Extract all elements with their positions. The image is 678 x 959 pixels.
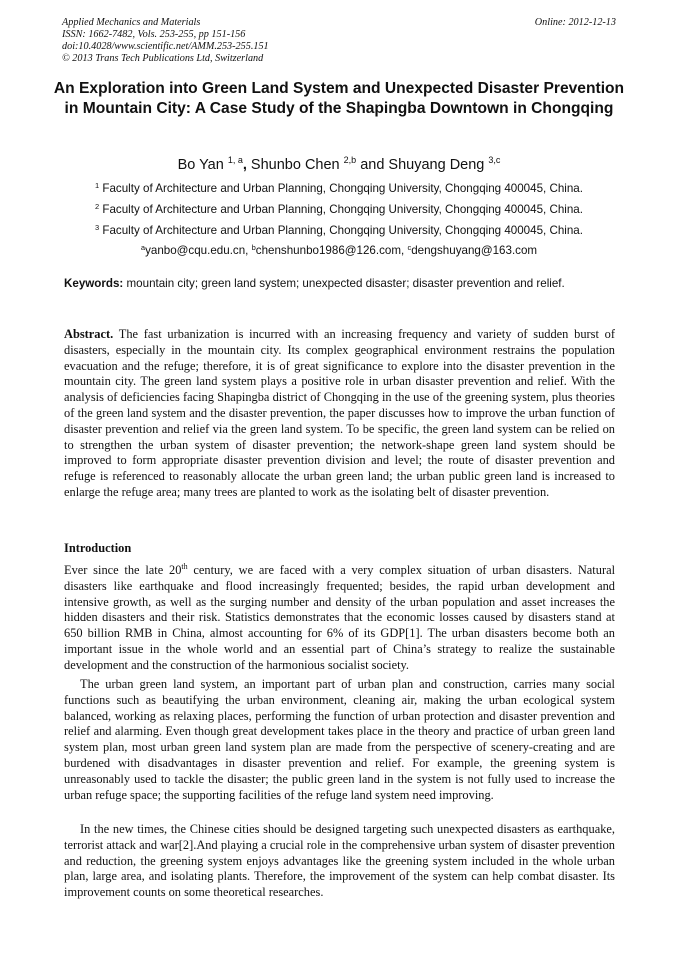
author-affiliation-mark: 2,b [343, 155, 357, 165]
journal-issn: ISSN: 1662-7482, Vols. 253-255, pp 151-156 [62, 29, 246, 40]
affiliation-3 [48, 221, 630, 238]
author-list [48, 151, 630, 174]
intro-p1-superscript: th [181, 562, 188, 571]
keywords-text: mountain city; green land system; unexpected disaster; disaster prevention and relief. [126, 277, 565, 290]
email-mark: a [140, 243, 146, 252]
paper-title: An Exploration into Green Land System and Unexpected Disaster Prevention in Mountain City: A Case Study of the Shapingba Downtown in Chongqing [53, 80, 625, 117]
journal-name: Applied Mechanics and Materials [62, 17, 201, 28]
intro-p1-rest: century, we are faced with a very complex situation of urban disasters. Natural disasters like earthquake and flood increasingly frequented; besides, the rapid urban development and intensive growth, as well as the surging number and density of the urban population and asset increases the hidden disasters and their risk. Statistics demonstrates that the economic losses caused by disasters stand at 650 billion RMB in China, almost accounting for 6% of its GDP[1]. The urban disasters become both an important issue in the whole world and an essential part of China’s strategy to realize the sustainable development and the construction of the harmonious socialist society. [64, 563, 616, 672]
email-address[interactable]: dengshuyang@163.com [411, 244, 538, 257]
email-list [48, 241, 630, 258]
email-mark: b [251, 243, 256, 252]
intro-paragraph-1 [64, 563, 615, 674]
author-name: Bo Yan [177, 157, 224, 173]
author-name: Shuyang Deng [388, 157, 485, 173]
email-address[interactable]: chenshunbo1986@126.com, [255, 244, 405, 257]
author-affiliation-mark: 1, a [227, 155, 243, 165]
abstract-label: Abstract. [64, 327, 114, 341]
journal-doi[interactable]: doi:10.4028/www.scientific.net/AMM.253-255.151 [62, 41, 269, 52]
author-separator: and [360, 157, 385, 173]
email-mark: c [407, 243, 412, 252]
keywords [64, 277, 624, 291]
author-affiliation-mark: 3,c [488, 155, 501, 165]
affiliation-text: Faculty of Architecture and Urban Planning, Chongqing University, Chongqing 400045, China. [102, 182, 583, 195]
abstract-text: The fast urbanization is incurred with an increasing frequency and variety of sudden burst of disasters, especially in the mountain city. Its complex geographical environment restrains the population evacuation and the refuge; therefore, it is of great significance to explore into the disaster prevention in the mountain city. The green land system plays a positive role in urban disaster prevention and relief. With the analysis of deficiencies facing Shapingba district of Chongqing in the use of the greening system, plus theories of the green land system and the disaster prevention, the paper discusses how to improve the urban function of disaster prevention and relief via the green land system. To be specific, the green land system can be relied on to strengthen the urban system of disaster prevention; the network-shape green land system should be improved to form appropriate disaster prevention division and level; the route of disaster prevention and refuge is referenced to reasonably allocate the urban green land; the urban public green land is increased to enlarge the refuge area; many trees are planted to work as the isolating belt of disaster prevention. [64, 327, 615, 499]
intro-paragraph-3: In the new times, the Chinese cities should be designed targeting such unexpected disasters as earthquake, terrorist attack and war[2].And playing a crucial role in the comprehensive urban system of disaster prevention and reduction, the greening system enjoys advantages like the greening system included in the whole urban plan, large area, and isolating plants. Therefore, the improvement of the system can help combat disaster. Its improvement counts on some theoretical researches. [64, 822, 615, 900]
affiliation-number: 2 [95, 202, 100, 211]
journal-copyright: © 2013 Trans Tech Publications Ltd, Switzerland [62, 53, 264, 64]
abstract [64, 327, 615, 501]
affiliation-1 [48, 179, 630, 196]
online-date: Online: 2012-12-13 [534, 17, 616, 28]
affiliation-number: 3 [95, 223, 100, 232]
affiliation-text: Faculty of Architecture and Urban Planning, Chongqing University, Chongqing 400045, China. [102, 224, 583, 237]
intro-p1-start: Ever since the late 20 [64, 563, 182, 577]
keywords-label: Keywords: [64, 277, 124, 290]
section-heading-introduction: Introduction [64, 541, 132, 555]
email-address[interactable]: yanbo@cqu.edu.cn, [145, 244, 249, 257]
journal-header [62, 17, 616, 65]
affiliation-number: 1 [95, 181, 100, 190]
author-name: Shunbo Chen [250, 157, 340, 173]
affiliation-text: Faculty of Architecture and Urban Planning, Chongqing University, Chongqing 400045, China. [102, 203, 583, 216]
affiliation-2 [48, 200, 630, 217]
intro-paragraph-2: The urban green land system, an important part of urban plan and construction, carries many social functions such as beautifying the urban environment, cleaning air, making the urban ecological system balanced, working as relaxing places, performing the function of urban protection and disaster prevention and relief and alarming. Even though great development takes place in the theory and practice of urban green land system plan, most urban green land system plan are made from the perspective of scenery-creating and are burdened with disadvantages in disaster prevention and relief. For example, the greening system is unreasonably used to tackle the disaster; the public green land in the system is not fully used to increase the urban refuge space; the supporting facilities of the refuge land system need improving. [64, 677, 615, 802]
author-separator: , [242, 157, 247, 173]
